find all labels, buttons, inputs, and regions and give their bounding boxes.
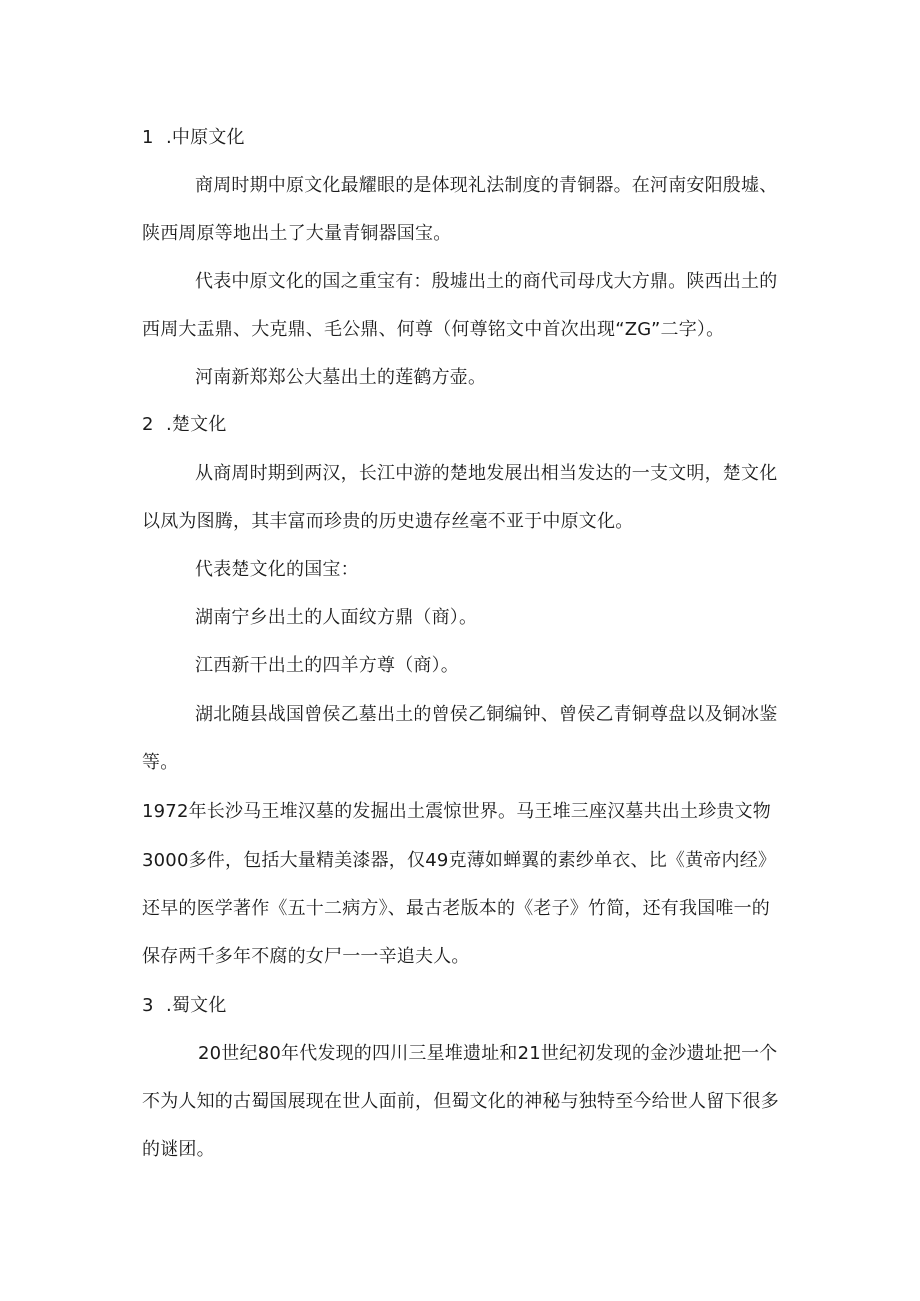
section-heading-3 [142,994,227,1018]
paragraph-line: 以凤为图腾，其丰富而珍贵的历史遗存丝毫不亚于中原文化。 [142,511,634,532]
paragraph-line: 20世纪80年代发现的四川三星堆遗址和21世纪初发现的金沙遗址把一个 [198,1043,778,1064]
paragraph-line: 陕西周原等地出土了大量青铜器国宝。 [142,223,452,244]
paragraph-line: 代表楚文化的国宝： [195,559,359,580]
section-title: .中原文化 [166,127,245,148]
paragraph-line: 1972年长沙马王堆汉墓的发掘出土震惊世界。马王堆三座汉墓共出土珍贵文物 [142,801,772,822]
paragraph-line: 不为人知的古蜀国展现在世人面前，但蜀文化的神秘与独特至今给世人留下很多 [142,1091,779,1112]
paragraph-line: 河南新郑郑公大墓出土的莲鹤方壶。 [195,367,487,388]
paragraph-line: 西周大盂鼎、大克鼎、毛公鼎、何尊（何尊铭文中首次出现“ZG”二字）。 [142,319,725,340]
section-title: .楚文化 [166,414,227,435]
paragraph-line: 从商周时期到两汉，长江中游的楚地发展出相当发达的一支文明，楚文化 [195,463,778,484]
section-heading-2 [142,413,227,437]
paragraph-line: 代表中原文化的国之重宝有：殷墟出土的商代司母戊大方鼎。陕西出土的 [195,271,778,292]
paragraph-line: 的谜团。 [142,1139,215,1160]
section-title: .蜀文化 [166,995,227,1016]
section-number: 1 [142,127,154,148]
paragraph-line: 湖南宁乡出土的人面纹方鼎（商）。 [195,607,478,628]
paragraph-line: 还早的医学著作《五十二病方》、最古老版本的《老子》竹简，还有我国唯一的 [142,898,770,919]
section-number: 3 [142,995,154,1016]
section-heading-1 [142,126,245,150]
paragraph-line: 江西新干出土的四羊方尊（商）。 [195,655,459,676]
paragraph-line: 等。 [142,752,179,773]
paragraph-line: 3000多件，包括大量精美漆器，仅49克薄如蝉翼的素纱单衣、比《黄帝内经》 [142,850,777,871]
paragraph-line: 商周时期中原文化最耀眼的是体现礼法制度的青铜器。在河南安阳殷墟、 [195,175,778,196]
section-number: 2 [142,414,154,435]
paragraph-line: 湖北随县战国曾侯乙墓出土的曾侯乙铜编钟、曾侯乙青铜尊盘以及铜冰鉴 [195,704,778,725]
paragraph-line: 保存两千多年不腐的女尸一一辛追夫人。 [142,946,470,967]
